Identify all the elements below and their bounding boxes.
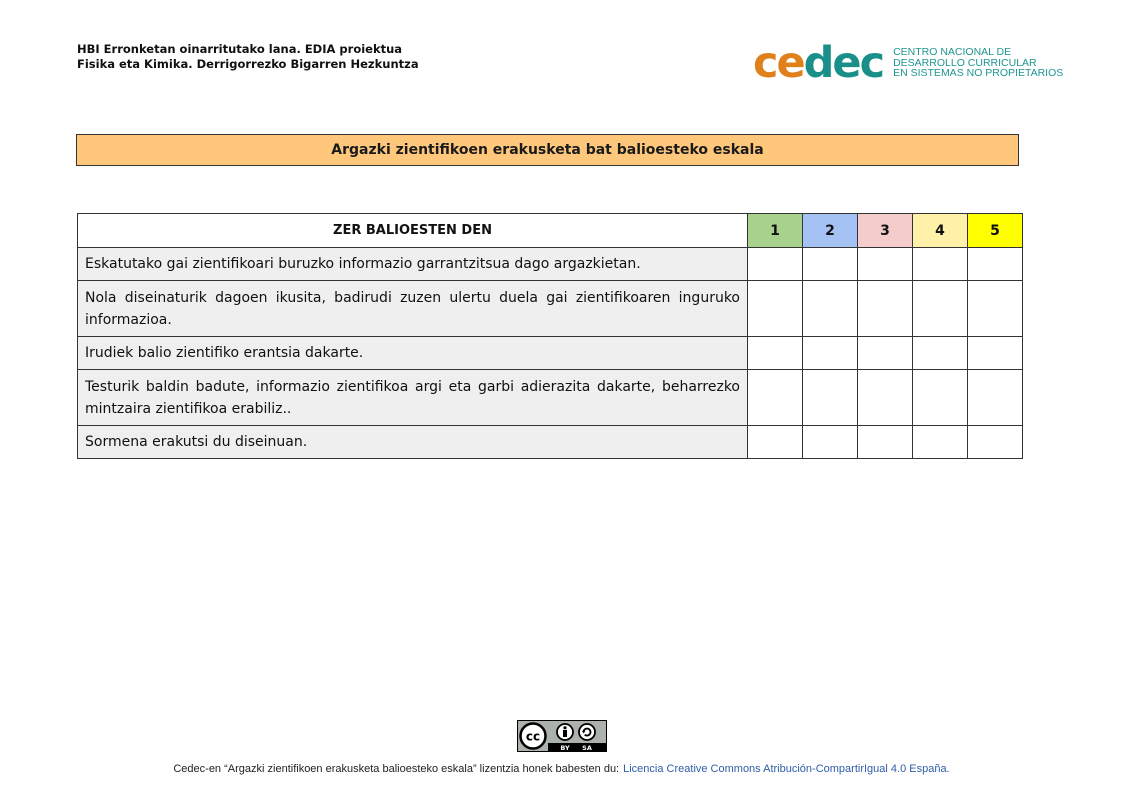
criterion-text: Nola diseinaturik dagoen ikusita, badirudi zuzen ulertu duela gai zientifikoaren inguruko informazioa. <box>78 281 748 337</box>
cc-by-sa-icon <box>518 721 606 751</box>
score-cell-1[interactable] <box>748 248 803 281</box>
score-cell-1[interactable] <box>748 281 803 337</box>
table-row <box>78 426 1023 459</box>
header-subject-line: Fisika eta Kimika. Derrigorrezko Bigarren Hezkuntza <box>77 57 419 71</box>
logo-text-line1: CENTRO NACIONAL DE <box>893 45 1012 58</box>
document-header <box>77 42 419 72</box>
svg-text:cc: cc <box>525 729 540 744</box>
score-cell-5[interactable] <box>968 370 1023 426</box>
score-cell-3[interactable] <box>858 281 913 337</box>
score-header-1: 1 <box>748 214 803 248</box>
criterion-text: Testurik baldin badute, informazio zientifikoa argi eta garbi adierazita dakarte, beharrezko mintzaira zientifikoa erabiliz.. <box>78 370 748 426</box>
criteria-column-header: ZER BALIOESTEN DEN <box>78 214 748 248</box>
header-project-line: HBI Erronketan oinarritutako lana. EDIA proiektua <box>77 42 403 56</box>
table-header-row <box>78 214 1023 248</box>
cc-by-sa-badge[interactable] <box>517 720 607 752</box>
score-cell-2[interactable] <box>803 426 858 459</box>
score-header-2: 2 <box>803 214 858 248</box>
license-line <box>0 763 1123 775</box>
criterion-text: Sormena erakutsi du diseinuan. <box>78 426 748 459</box>
score-cell-3[interactable] <box>858 426 913 459</box>
score-cell-1[interactable] <box>748 337 803 370</box>
cedec-logo-text <box>893 47 1063 79</box>
score-header-5: 5 <box>968 214 1023 248</box>
score-cell-4[interactable] <box>913 370 968 426</box>
logo-word-dec: dec <box>803 38 884 88</box>
score-header-4: 4 <box>913 214 968 248</box>
score-cell-5[interactable] <box>968 337 1023 370</box>
score-cell-1[interactable] <box>748 370 803 426</box>
score-cell-4[interactable] <box>913 248 968 281</box>
score-cell-5[interactable] <box>968 281 1023 337</box>
license-footer <box>0 720 1123 775</box>
score-cell-3[interactable] <box>858 337 913 370</box>
logo-text-line3: EN SISTEMAS NO PROPIETARIOS <box>893 67 1064 80</box>
criterion-text: Irudiek balio zientifiko erantsia dakarte. <box>78 337 748 370</box>
cedec-logo-word <box>753 38 884 88</box>
table-row <box>78 370 1023 426</box>
score-cell-5[interactable] <box>968 426 1023 459</box>
score-cell-5[interactable] <box>968 248 1023 281</box>
cedec-logo <box>753 38 1064 88</box>
table-row <box>78 281 1023 337</box>
cc-sa-label: SA <box>581 744 592 751</box>
score-cell-2[interactable] <box>803 248 858 281</box>
score-cell-2[interactable] <box>803 370 858 426</box>
cc-by-label: BY <box>559 744 570 751</box>
score-cell-3[interactable] <box>858 370 913 426</box>
license-text: Cedec-en “Argazki zientifikoen erakusketa balioesteko eskala” lizentzia honek babesten du: <box>173 763 620 775</box>
score-cell-2[interactable] <box>803 281 858 337</box>
criterion-text: Eskatutako gai zientifikoari buruzko informazio garrantzitsua dago argazkietan. <box>78 248 748 281</box>
score-cell-4[interactable] <box>913 337 968 370</box>
score-cell-4[interactable] <box>913 281 968 337</box>
score-cell-1[interactable] <box>748 426 803 459</box>
table-row <box>78 337 1023 370</box>
logo-text-line2: DESARROLLO CURRICULAR <box>893 56 1037 69</box>
license-link[interactable]: Licencia Creative Commons Atribución-CompartirIgual 4.0 España. <box>623 763 950 775</box>
score-cell-2[interactable] <box>803 337 858 370</box>
score-header-3: 3 <box>858 214 913 248</box>
logo-word-ce: ce <box>753 38 804 88</box>
rating-scale-table <box>77 213 1023 459</box>
table-row <box>78 248 1023 281</box>
page-title: Argazki zientifikoen erakusketa bat balioesteko eskala <box>76 134 1019 166</box>
score-cell-3[interactable] <box>858 248 913 281</box>
score-cell-4[interactable] <box>913 426 968 459</box>
